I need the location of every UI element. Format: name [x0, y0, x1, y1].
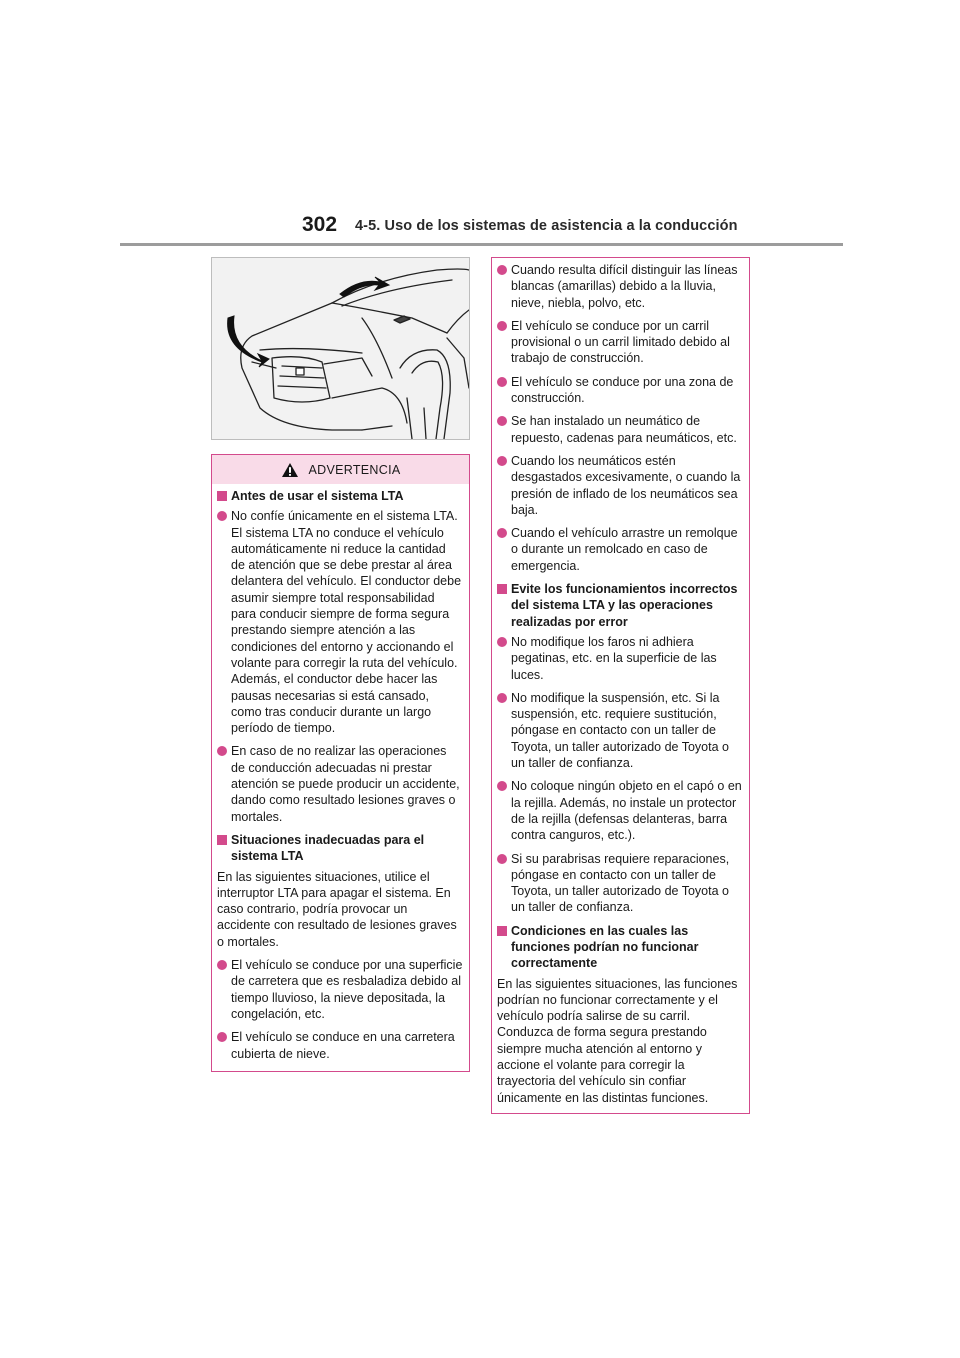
warning-heading-before-use: Antes de usar el sistema LTA [217, 488, 463, 504]
square-marker [497, 926, 507, 936]
warning-box [211, 454, 470, 1072]
bullet-icon [217, 960, 227, 970]
square-marker [217, 835, 227, 845]
list-item: El vehículo se conduce en una carretera cubierta de nieve. [217, 1029, 463, 1062]
list-item: No modifique los faros ni adhiera pegatinas, etc. en la superficie de las luces. [497, 634, 743, 683]
bullet-icon [497, 377, 507, 387]
bullet-icon [497, 321, 507, 331]
warning-body [212, 484, 469, 1062]
paragraph: En las siguientes situaciones, las funciones podrían no funcionar correctamente y el vehículo podría salirse de su carril. Conduzca de forma segura prestando siempre mucha atención al entorno y accione el volante para corregir la trayectoria del vehículo sin confiar únicamente en las distintas funciones. [497, 976, 738, 1105]
list-item: Se han instalado un neumático de repuesto, cadenas para neumáticos, etc. [497, 413, 743, 446]
square-marker [217, 491, 227, 501]
bullet-icon [497, 528, 507, 538]
paragraph: En las siguientes situaciones, utilice el interruptor LTA para apagar el sistema. En caso contrario, podría provocar un accidente con resultado de lesiones graves o mortales. [217, 869, 457, 949]
bullet-icon [497, 456, 507, 466]
section-title: 4-5. Uso de los sistemas de asistencia a la conducción [355, 218, 738, 234]
list-item: Cuando los neumáticos estén desgastados excesivamente, o cuando la presión de inflado de los neumáticos sea baja. [497, 453, 743, 518]
warning-header [212, 455, 469, 484]
list-item: El vehículo se conduce por una superficie de carretera que es resbaladiza debido al tiempo lluvioso, la nieve depositada, la congelación, etc. [217, 957, 463, 1022]
warning-heading-conditions: Condiciones en las cuales las funciones podrían no funcionar correctamente [497, 923, 743, 972]
bullet-icon [497, 265, 507, 275]
list-item: El vehículo se conduce por una zona de construcción. [497, 374, 743, 407]
list-item: No modifique la suspensión, etc. Si la suspensión, etc. requiere sustitución, póngase en contacto con un taller de Toyota, un taller autorizado de Toyota o un taller de confianza. [497, 690, 743, 771]
list-item: En caso de no realizar las operaciones de conducción adecuadas ni prestar atención se puede producir un accidente, dando como resultado lesiones graves o mortales. [217, 743, 463, 824]
bullet-icon [497, 693, 507, 703]
warning-box-continued [491, 257, 750, 1114]
list-item: El vehículo se conduce por un carril provisional o un carril limitado debido al trabajo de construcción. [497, 318, 743, 367]
bullet-icon [217, 1032, 227, 1042]
bullet-icon [497, 637, 507, 647]
warning-title: ADVERTENCIA [308, 462, 401, 477]
bullet-icon [217, 511, 227, 521]
car-illustration [211, 257, 470, 440]
bullet-icon [497, 781, 507, 791]
warning-triangle-icon [281, 462, 299, 478]
page-number: 302 [302, 213, 338, 236]
bullet-icon [497, 854, 507, 864]
warning-heading-avoid-malfunction: Evite los funcionamientos incorrectos del sistema LTA y las operaciones realizadas por error [497, 581, 743, 630]
car-front-drawing [212, 258, 469, 439]
list-item: Cuando el vehículo arrastre un remolque o durante un remolcado en caso de emergencia. [497, 525, 743, 574]
bullet-icon [217, 746, 227, 756]
list-item: Si su parabrisas requiere reparaciones, póngase en contacto con un taller de Toyota, un taller autorizado de Toyota o un taller de confianza. [497, 851, 743, 916]
bullet-icon [497, 416, 507, 426]
list-item: Cuando resulta difícil distinguir las líneas blancas (amarillas) debido a la lluvia, nieve, niebla, polvo, etc. [497, 262, 743, 311]
warning-heading-unsuitable: Situaciones inadecuadas para el sistema LTA [217, 832, 463, 865]
header-rule [120, 243, 843, 246]
square-marker [497, 584, 507, 594]
list-item: No confíe únicamente en el sistema LTA. El sistema LTA no conduce el vehículo automáticamente ni reduce la cantidad de atención que se debe prestar al área delantera del vehículo. El conductor debe asumir siempre total responsabilidad para conducir siempre de forma segura prestando siempre atención a las condiciones del entorno y accionando el volante para corregir la ruta del vehículo. Además, el conductor debe hacer las pausas necesarias si está cansado, como tras conducir durante un largo período de tiempo. [217, 508, 463, 736]
list-item: No coloque ningún objeto en el capó o en la rejilla. Además, no instale un protector de la rejilla (defensas delanteras, barra contra canguros, etc.). [497, 778, 743, 843]
